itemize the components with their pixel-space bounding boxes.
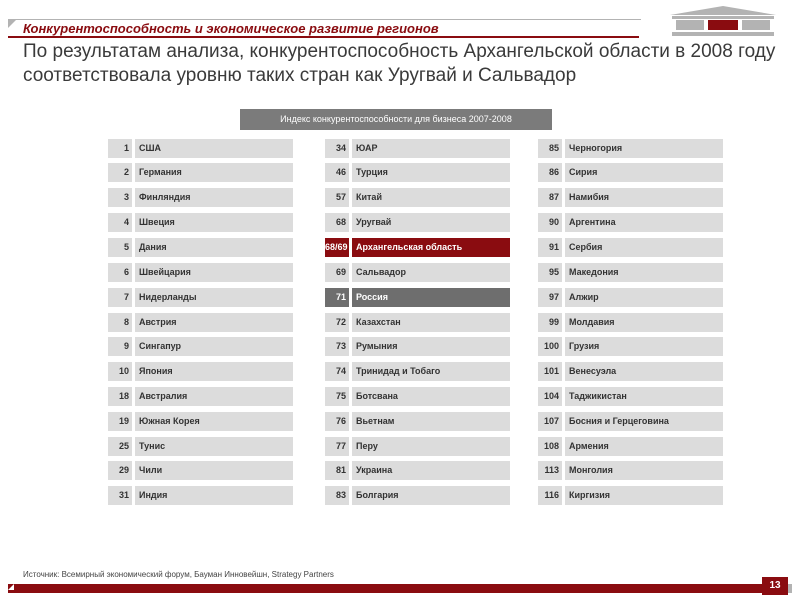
list-item xyxy=(325,139,510,158)
rank-value: 74 xyxy=(325,362,349,381)
list-item xyxy=(538,437,723,456)
list-item xyxy=(538,263,723,282)
country-name: Австрия xyxy=(135,313,293,332)
rank-value: 5 xyxy=(108,238,132,257)
list-item xyxy=(538,188,723,207)
rank-value: 69 xyxy=(325,263,349,282)
country-name: Тринидад и Тобаго xyxy=(352,362,510,381)
country-name: Сальвадор xyxy=(352,263,510,282)
country-name: Вьетнам xyxy=(352,412,510,431)
country-name: Намибия xyxy=(565,188,723,207)
country-name: Архангельская область xyxy=(352,238,510,257)
footer-corner xyxy=(8,584,14,590)
rank-value: 6 xyxy=(108,263,132,282)
country-name: Китай xyxy=(352,188,510,207)
country-name: Нидерланды xyxy=(135,288,293,307)
source-note: Источник: Всемирный экономический форум, Бауман Инновейшн, Strategy Partners xyxy=(23,570,334,579)
country-name: Германия xyxy=(135,163,293,182)
list-item xyxy=(108,412,293,431)
rank-value: 95 xyxy=(538,263,562,282)
country-name: Казахстан xyxy=(352,313,510,332)
rank-value: 29 xyxy=(108,461,132,480)
list-item xyxy=(538,387,723,406)
country-name: Румыния xyxy=(352,337,510,356)
country-name: Монголия xyxy=(565,461,723,480)
list-item xyxy=(108,163,293,182)
rank-value: 46 xyxy=(325,163,349,182)
rank-value: 19 xyxy=(108,412,132,431)
list-item xyxy=(538,288,723,307)
country-name: Дания xyxy=(135,238,293,257)
country-name: Япония xyxy=(135,362,293,381)
rank-value: 4 xyxy=(108,213,132,232)
list-item xyxy=(325,362,510,381)
rank-value: 1 xyxy=(108,139,132,158)
list-item xyxy=(108,263,293,282)
list-item xyxy=(108,188,293,207)
list-item xyxy=(325,163,510,182)
rank-value: 68 xyxy=(325,213,349,232)
country-name: Турция xyxy=(352,163,510,182)
country-name: Перу xyxy=(352,437,510,456)
top-rule xyxy=(8,19,641,20)
rank-value: 101 xyxy=(538,362,562,381)
list-item xyxy=(325,461,510,480)
list-item xyxy=(325,313,510,332)
rank-value: 91 xyxy=(538,238,562,257)
rank-value: 71 xyxy=(325,288,349,307)
list-item xyxy=(538,139,723,158)
country-name: Украина xyxy=(352,461,510,480)
rank-value: 100 xyxy=(538,337,562,356)
list-item xyxy=(108,362,293,381)
rank-value: 83 xyxy=(325,486,349,505)
list-item xyxy=(538,238,723,257)
list-item xyxy=(108,139,293,158)
list-item xyxy=(325,337,510,356)
rank-value: 2 xyxy=(108,163,132,182)
country-name: США xyxy=(135,139,293,158)
list-item xyxy=(108,213,293,232)
country-name: Сербия xyxy=(565,238,723,257)
list-item xyxy=(108,387,293,406)
list-item xyxy=(325,387,510,406)
list-item xyxy=(108,288,293,307)
building-logo-icon xyxy=(668,5,778,38)
rank-value: 31 xyxy=(108,486,132,505)
list-item xyxy=(108,337,293,356)
country-name: Черногория xyxy=(565,139,723,158)
page-number: 13 xyxy=(762,577,788,595)
rank-value: 8 xyxy=(108,313,132,332)
list-item xyxy=(108,238,293,257)
country-name: Сирия xyxy=(565,163,723,182)
list-item xyxy=(538,213,723,232)
list-item xyxy=(108,437,293,456)
country-name: Молдавия xyxy=(565,313,723,332)
rank-value: 108 xyxy=(538,437,562,456)
list-item xyxy=(325,486,510,505)
list-item xyxy=(325,437,510,456)
footer-bar xyxy=(8,584,762,593)
list-item xyxy=(538,461,723,480)
country-name: Таджикистан xyxy=(565,387,723,406)
rank-value: 7 xyxy=(108,288,132,307)
rank-value: 86 xyxy=(538,163,562,182)
section-subtitle: Конкурентоспособность и экономическое развитие регионов xyxy=(23,21,439,36)
country-name: Сингапур xyxy=(135,337,293,356)
rank-value: 10 xyxy=(108,362,132,381)
country-name: Индия xyxy=(135,486,293,505)
rank-value: 81 xyxy=(325,461,349,480)
country-name: Тунис xyxy=(135,437,293,456)
country-name: Южная Корея xyxy=(135,412,293,431)
country-name: Киргизия xyxy=(565,486,723,505)
rank-value: 76 xyxy=(325,412,349,431)
list-item xyxy=(538,313,723,332)
list-item xyxy=(108,313,293,332)
rank-value: 9 xyxy=(108,337,132,356)
country-name: Грузия xyxy=(565,337,723,356)
rank-value: 18 xyxy=(108,387,132,406)
rank-value: 34 xyxy=(325,139,349,158)
country-name: Венесуэла xyxy=(565,362,723,381)
list-item xyxy=(325,213,510,232)
rank-value: 77 xyxy=(325,437,349,456)
country-name: Финляндия xyxy=(135,188,293,207)
corner-mark xyxy=(8,20,16,28)
subtitle-underline xyxy=(8,36,639,38)
country-name: ЮАР xyxy=(352,139,510,158)
country-name: Швеция xyxy=(135,213,293,232)
rank-value: 99 xyxy=(538,313,562,332)
rank-value: 97 xyxy=(538,288,562,307)
rank-value: 116 xyxy=(538,486,562,505)
list-item xyxy=(325,263,510,282)
rank-value: 113 xyxy=(538,461,562,480)
rank-value: 90 xyxy=(538,213,562,232)
rank-value: 107 xyxy=(538,412,562,431)
list-item xyxy=(538,163,723,182)
rank-value: 72 xyxy=(325,313,349,332)
list-item xyxy=(538,337,723,356)
rank-value: 3 xyxy=(108,188,132,207)
country-name: Аргентина xyxy=(565,213,723,232)
country-name: Австралия xyxy=(135,387,293,406)
list-item xyxy=(325,238,510,257)
list-item xyxy=(325,188,510,207)
country-name: Швейцария xyxy=(135,263,293,282)
country-name: Болгария xyxy=(352,486,510,505)
country-name: Босния и Герцеговина xyxy=(565,412,723,431)
country-name: Чили xyxy=(135,461,293,480)
list-item xyxy=(325,412,510,431)
list-item xyxy=(538,412,723,431)
country-name: Алжир xyxy=(565,288,723,307)
list-item xyxy=(538,486,723,505)
rank-value: 68/69 xyxy=(325,238,349,257)
list-item xyxy=(108,461,293,480)
rank-value: 57 xyxy=(325,188,349,207)
index-title: Индекс конкурентоспособности для бизнеса 2007-2008 xyxy=(240,109,552,130)
country-name: Ботсвана xyxy=(352,387,510,406)
rank-value: 87 xyxy=(538,188,562,207)
country-name: Уругвай xyxy=(352,213,510,232)
rank-value: 85 xyxy=(538,139,562,158)
country-name: Македония xyxy=(565,263,723,282)
list-item xyxy=(325,288,510,307)
rank-value: 25 xyxy=(108,437,132,456)
country-name: Россия xyxy=(352,288,510,307)
rank-value: 75 xyxy=(325,387,349,406)
list-item xyxy=(538,362,723,381)
list-item xyxy=(108,486,293,505)
country-name: Армения xyxy=(565,437,723,456)
rank-value: 73 xyxy=(325,337,349,356)
rank-value: 104 xyxy=(538,387,562,406)
page-title: По результатам анализа, конкурентоспособность Архангельской области в 2008 году соответствовала уровню таких стран как Уругвай и Сальвадор xyxy=(23,41,776,86)
